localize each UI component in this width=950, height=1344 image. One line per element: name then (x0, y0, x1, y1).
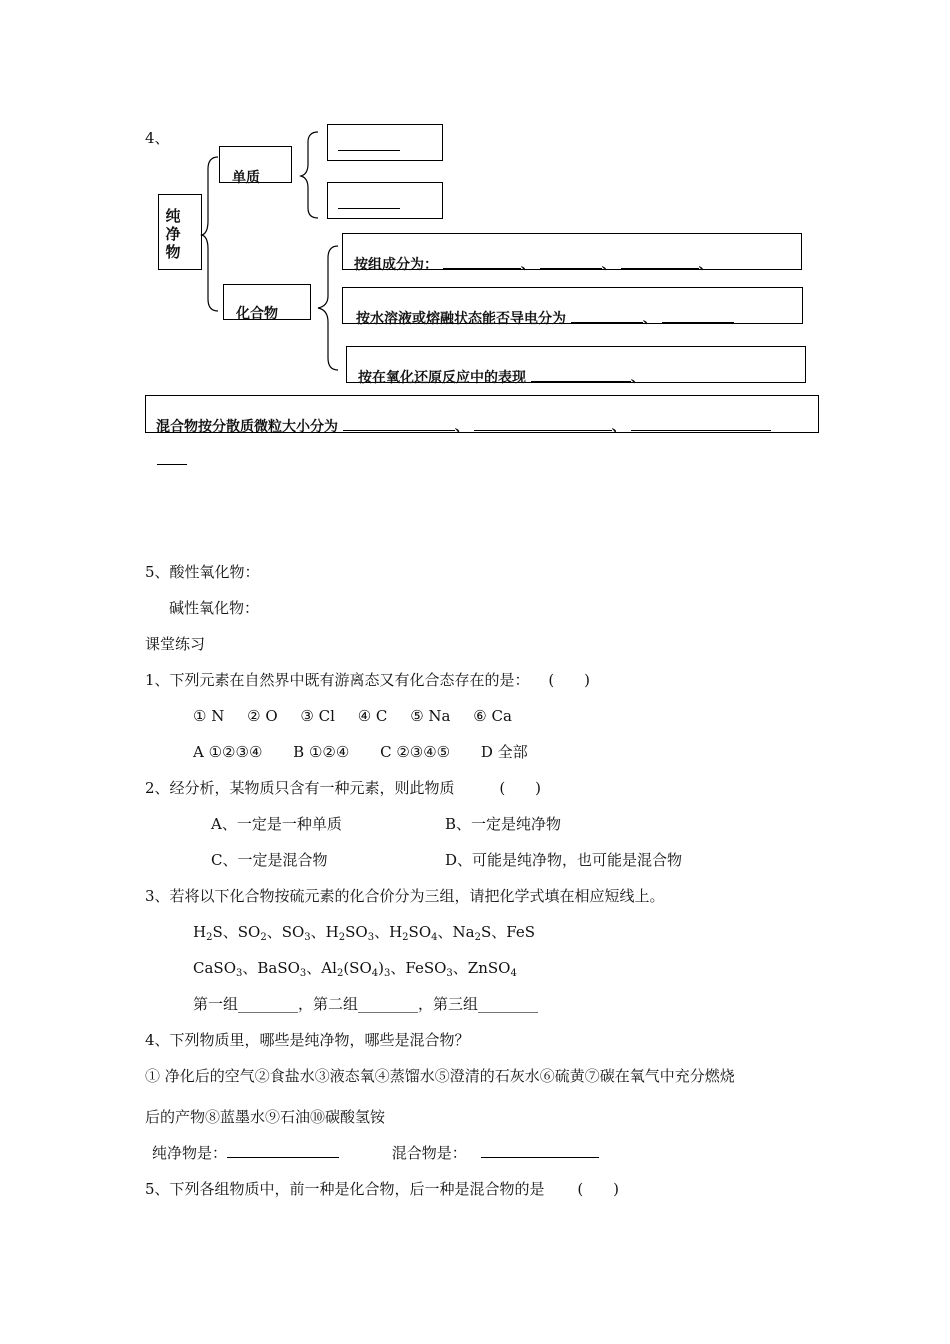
composition-blank-3[interactable] (621, 254, 699, 269)
p2-question-text: 2、经分析，某物质只含有一种元素，则此物质 (145, 779, 455, 797)
basic-oxide-line: 碱性氧化物： (169, 599, 260, 617)
p1-option-b[interactable]: B ①②④ (293, 743, 350, 761)
pure-label: 纯净物是： (152, 1144, 228, 1162)
conductivity-label: 按水溶液或熔融状态能否导电分为 (356, 311, 566, 327)
p3-formulas-line1: $H_2S$、$SO_2$、$SO_3$、$H_2SO_3$、$H_2SO_4$、$Na_2S$、FeS (193, 923, 535, 943)
conductivity-blank-2[interactable] (662, 308, 734, 323)
p1-item: ③ Cl (300, 707, 335, 725)
mixture-blank-overflow[interactable] (157, 450, 187, 465)
composition-label: 按组成分为： (354, 257, 438, 273)
composition-blank-1[interactable] (443, 254, 521, 269)
p3-group-3[interactable]: ，第三组________ (418, 995, 539, 1013)
compound-label: 化合物 (236, 306, 278, 322)
p5-answer-paren[interactable]: ( ) (577, 1180, 620, 1198)
composition-box (342, 233, 802, 273)
p4-list-line2: 后的产物⑧蓝墨水⑨石油⑩碳酸氢铵 (145, 1108, 386, 1126)
p2-option-b[interactable]: B、一定是纯净物 (445, 815, 562, 833)
p1-option-c[interactable]: C ②③④⑤ (380, 743, 451, 761)
metal-box (327, 124, 443, 161)
nonmetal-box (327, 182, 443, 219)
p1-item: ② O (247, 707, 278, 725)
p2-option-d[interactable]: D、可能是纯净物，也可能是混合物 (445, 851, 683, 869)
p3-groups (193, 994, 538, 1014)
p1-items (193, 706, 512, 726)
sep: 、 (454, 419, 469, 435)
p4-question: 4、下列物质里，哪些是纯净物，哪些是混合物？ (145, 1031, 470, 1049)
p2-option-c[interactable]: C、一定是混合物 (211, 851, 328, 869)
pure-substance-box (158, 194, 202, 270)
p4-answers (152, 1143, 599, 1163)
pure-blank[interactable] (227, 1143, 339, 1158)
p1-item: ⑤ Na (410, 707, 451, 725)
p2-question (145, 778, 541, 798)
p1-item: ① N (193, 707, 225, 725)
p3-group-2[interactable]: ，第二组________ (298, 995, 419, 1013)
p4-list-line1: ① 净化后的空气②食盐水③液态氧④蒸馏水⑤澄清的石灰水⑥硫黄⑦碳在氧气中充分燃烧 (145, 1067, 735, 1085)
p1-item: ⑥ Ca (473, 707, 512, 725)
element-box (219, 146, 292, 186)
acidic-oxide-line: 5、酸性氧化物： (145, 563, 260, 581)
p1-item: ④ C (357, 707, 388, 725)
p1-option-d[interactable]: D 全部 (480, 743, 528, 761)
sep: 、 (601, 257, 616, 273)
element-label: 单质 (232, 170, 260, 186)
p1-answer-paren[interactable]: ( ) (548, 671, 591, 689)
compound-box (223, 284, 311, 320)
practice-title: 课堂练习 (145, 635, 206, 653)
sep: 、 (630, 370, 645, 386)
diagram-number: 4、 (145, 129, 170, 147)
p3-question: 3、若将以下化合物按硫元素的化合价分为三组，请把化学式填在相应短线上。 (145, 887, 665, 905)
mixture-label: 混合物按分散质微粒大小分为 (156, 419, 338, 435)
mixture-box (145, 395, 819, 433)
pure-substance-label: 纯净物 (165, 207, 181, 261)
p3-group-1[interactable]: 第一组________ (193, 995, 299, 1013)
p5-question (145, 1179, 619, 1199)
p1-option-a[interactable]: A ①②③④ (193, 743, 263, 761)
composition-blank-2[interactable] (540, 254, 602, 269)
redox-box (346, 346, 806, 386)
sep: 、 (698, 257, 713, 273)
p1-question (145, 670, 590, 690)
p2-answer-paren[interactable]: ( ) (499, 779, 542, 797)
conductivity-blank-1[interactable] (571, 308, 643, 323)
p5-question-text: 5、下列各组物质中，前一种是化合物，后一种是混合物的是 (145, 1180, 545, 1198)
sep: 、 (642, 311, 657, 327)
mixture-blank-3[interactable] (631, 416, 771, 431)
sep: 、 (520, 257, 535, 273)
mixture-blank-1[interactable] (343, 416, 455, 431)
mixture-label: 混合物是： (391, 1144, 467, 1162)
p2-option-a[interactable]: A、一定是一种单质 (211, 815, 342, 833)
p1-question-text: 1、下列元素在自然界中既有游离态又有化合态存在的是： (145, 671, 530, 689)
p3-formulas-line2: CaSO$_3$、BaSO$_3$、$Al_2(SO_4)_3$、FeSO$_3$、ZnSO$_4$ (193, 959, 517, 979)
p1-options (193, 742, 528, 762)
mixture-blank-2[interactable] (474, 416, 612, 431)
redox-blank-1[interactable] (531, 367, 631, 382)
redox-label: 按在氧化还原反应中的表现 (358, 370, 526, 386)
element-brace (298, 130, 328, 220)
sep: 、 (611, 419, 626, 435)
conductivity-box (342, 287, 803, 327)
mixture-answer-blank[interactable] (481, 1143, 599, 1158)
nonmetal-blank[interactable] (338, 194, 400, 209)
metal-blank[interactable] (338, 136, 400, 151)
compound-brace (314, 244, 344, 374)
